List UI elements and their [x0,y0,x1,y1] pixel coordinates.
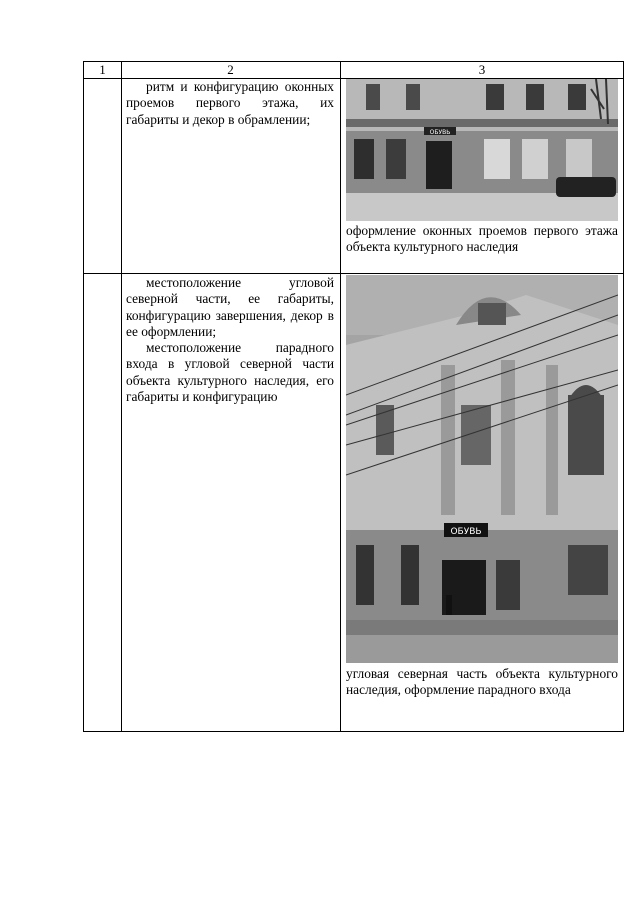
row1-requirements [126,79,334,128]
column-header-1: 1 [99,62,106,77]
row1-photo-caption: оформление оконных проемов первого этажа объекта культурного наследия [346,223,618,255]
shoe-store-sign: ОБУВЬ [429,129,451,136]
column-header-3: 3 [478,62,486,77]
row2-photo-caption: угловая северная часть объекта культурного наследия, оформление парадного входа [346,666,618,698]
column-divider-1 [121,62,122,731]
facade-window-photo [346,79,618,221]
row2-requirements [126,275,334,405]
corner-entrance-photo [346,275,618,663]
column-divider-2 [340,62,341,731]
heritage-table [83,61,624,732]
row2-paragraph-1: местоположение угловой северной части, ее габариты, конфигурацию завершения, декор в ее оформлении; [126,275,334,339]
row2-paragraph-2: местоположение парадного входа в угловой северной части объекта культурного наследия, его габариты и конфигурацию [126,340,334,405]
column-header-2: 2 [227,62,234,77]
row1-paragraph: ритм и конфигурацию оконных проемов первого этажа, их габариты и декор в обрамлении; [126,79,334,127]
row-divider [84,273,623,274]
shoe-store-sign: ОБУВЬ [450,527,482,537]
